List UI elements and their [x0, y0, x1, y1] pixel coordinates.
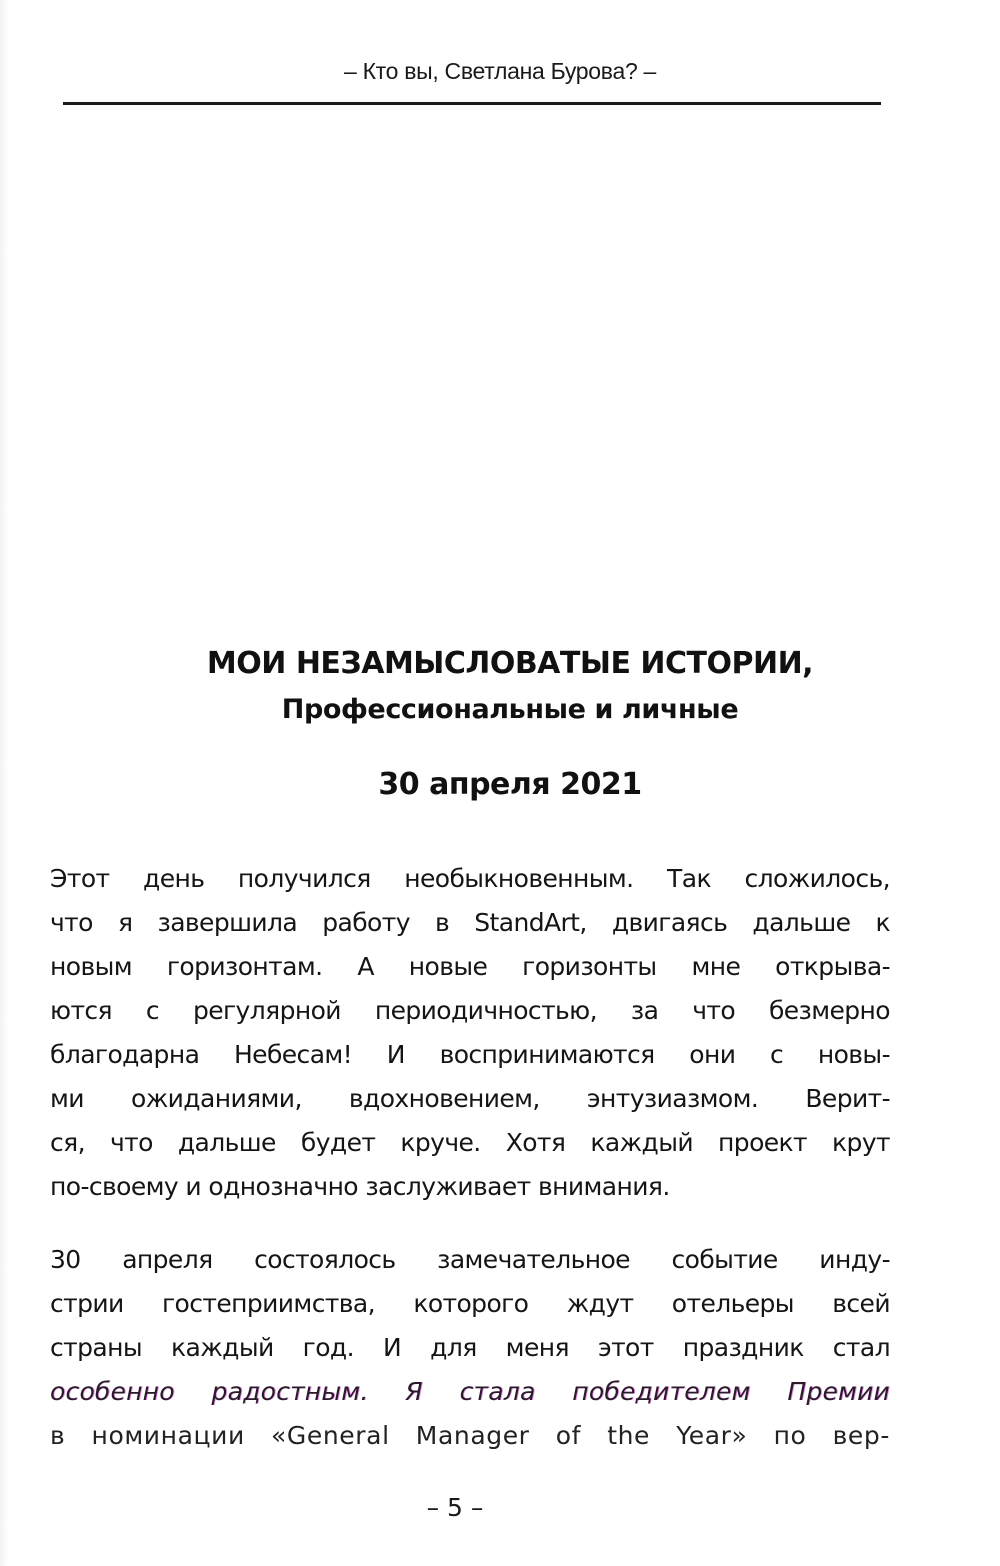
page-binding-edge: [0, 0, 8, 1566]
text-line: 30 апреля состоялось замечательное событие инду-: [50, 1245, 890, 1274]
text-line: ся, что дальше будет круче. Хотя каждый проект крут: [50, 1128, 890, 1157]
text-line: что я завершила работу в StandArt, двигаясь дальше к: [50, 908, 890, 937]
chapter-subtitle: Профессиональные и личные: [281, 694, 739, 725]
chapter-title: МОИ НЕЗАМЫСЛОВАТЫЕ ИСТОРИИ,: [206, 646, 814, 681]
text-line: в номинации «General Manager of the Year» по вер-: [50, 1421, 890, 1450]
text-line: Этот день получился необыкновенным. Так сложилось,: [50, 864, 890, 893]
paragraph-1: [50, 857, 890, 1209]
text-line: благодарна Небесам! И воспринимаются они с новы-: [50, 1040, 890, 1069]
date-heading: 30 апреля 2021: [378, 767, 642, 802]
page-number: – 5 –: [426, 1493, 484, 1522]
running-head: – Кто вы, Светлана Бурова? –: [343, 58, 657, 84]
text-line: ются с регулярной периодичностью, за что безмерно: [50, 996, 890, 1025]
chapter-title-block: [0, 640, 1000, 732]
text-line: новым горизонтам. А новые горизонты мне открыва-: [50, 952, 890, 981]
text-line: стрии гостеприимства, которого ждут отельеры всей: [50, 1289, 890, 1318]
text-line: страны каждый год. И для меня этот праздник стал: [50, 1333, 890, 1362]
text-line-italic: особенно радостным. Я стала победителем Премии: [50, 1377, 890, 1406]
header-rule-divider: [63, 102, 881, 105]
paragraph-2: [50, 1238, 890, 1458]
text-line: ми ожиданиями, вдохновением, энтузиазмом. Верит-: [50, 1084, 890, 1113]
text-line: по-своему и однозначно заслуживает внимания.: [50, 1172, 670, 1201]
